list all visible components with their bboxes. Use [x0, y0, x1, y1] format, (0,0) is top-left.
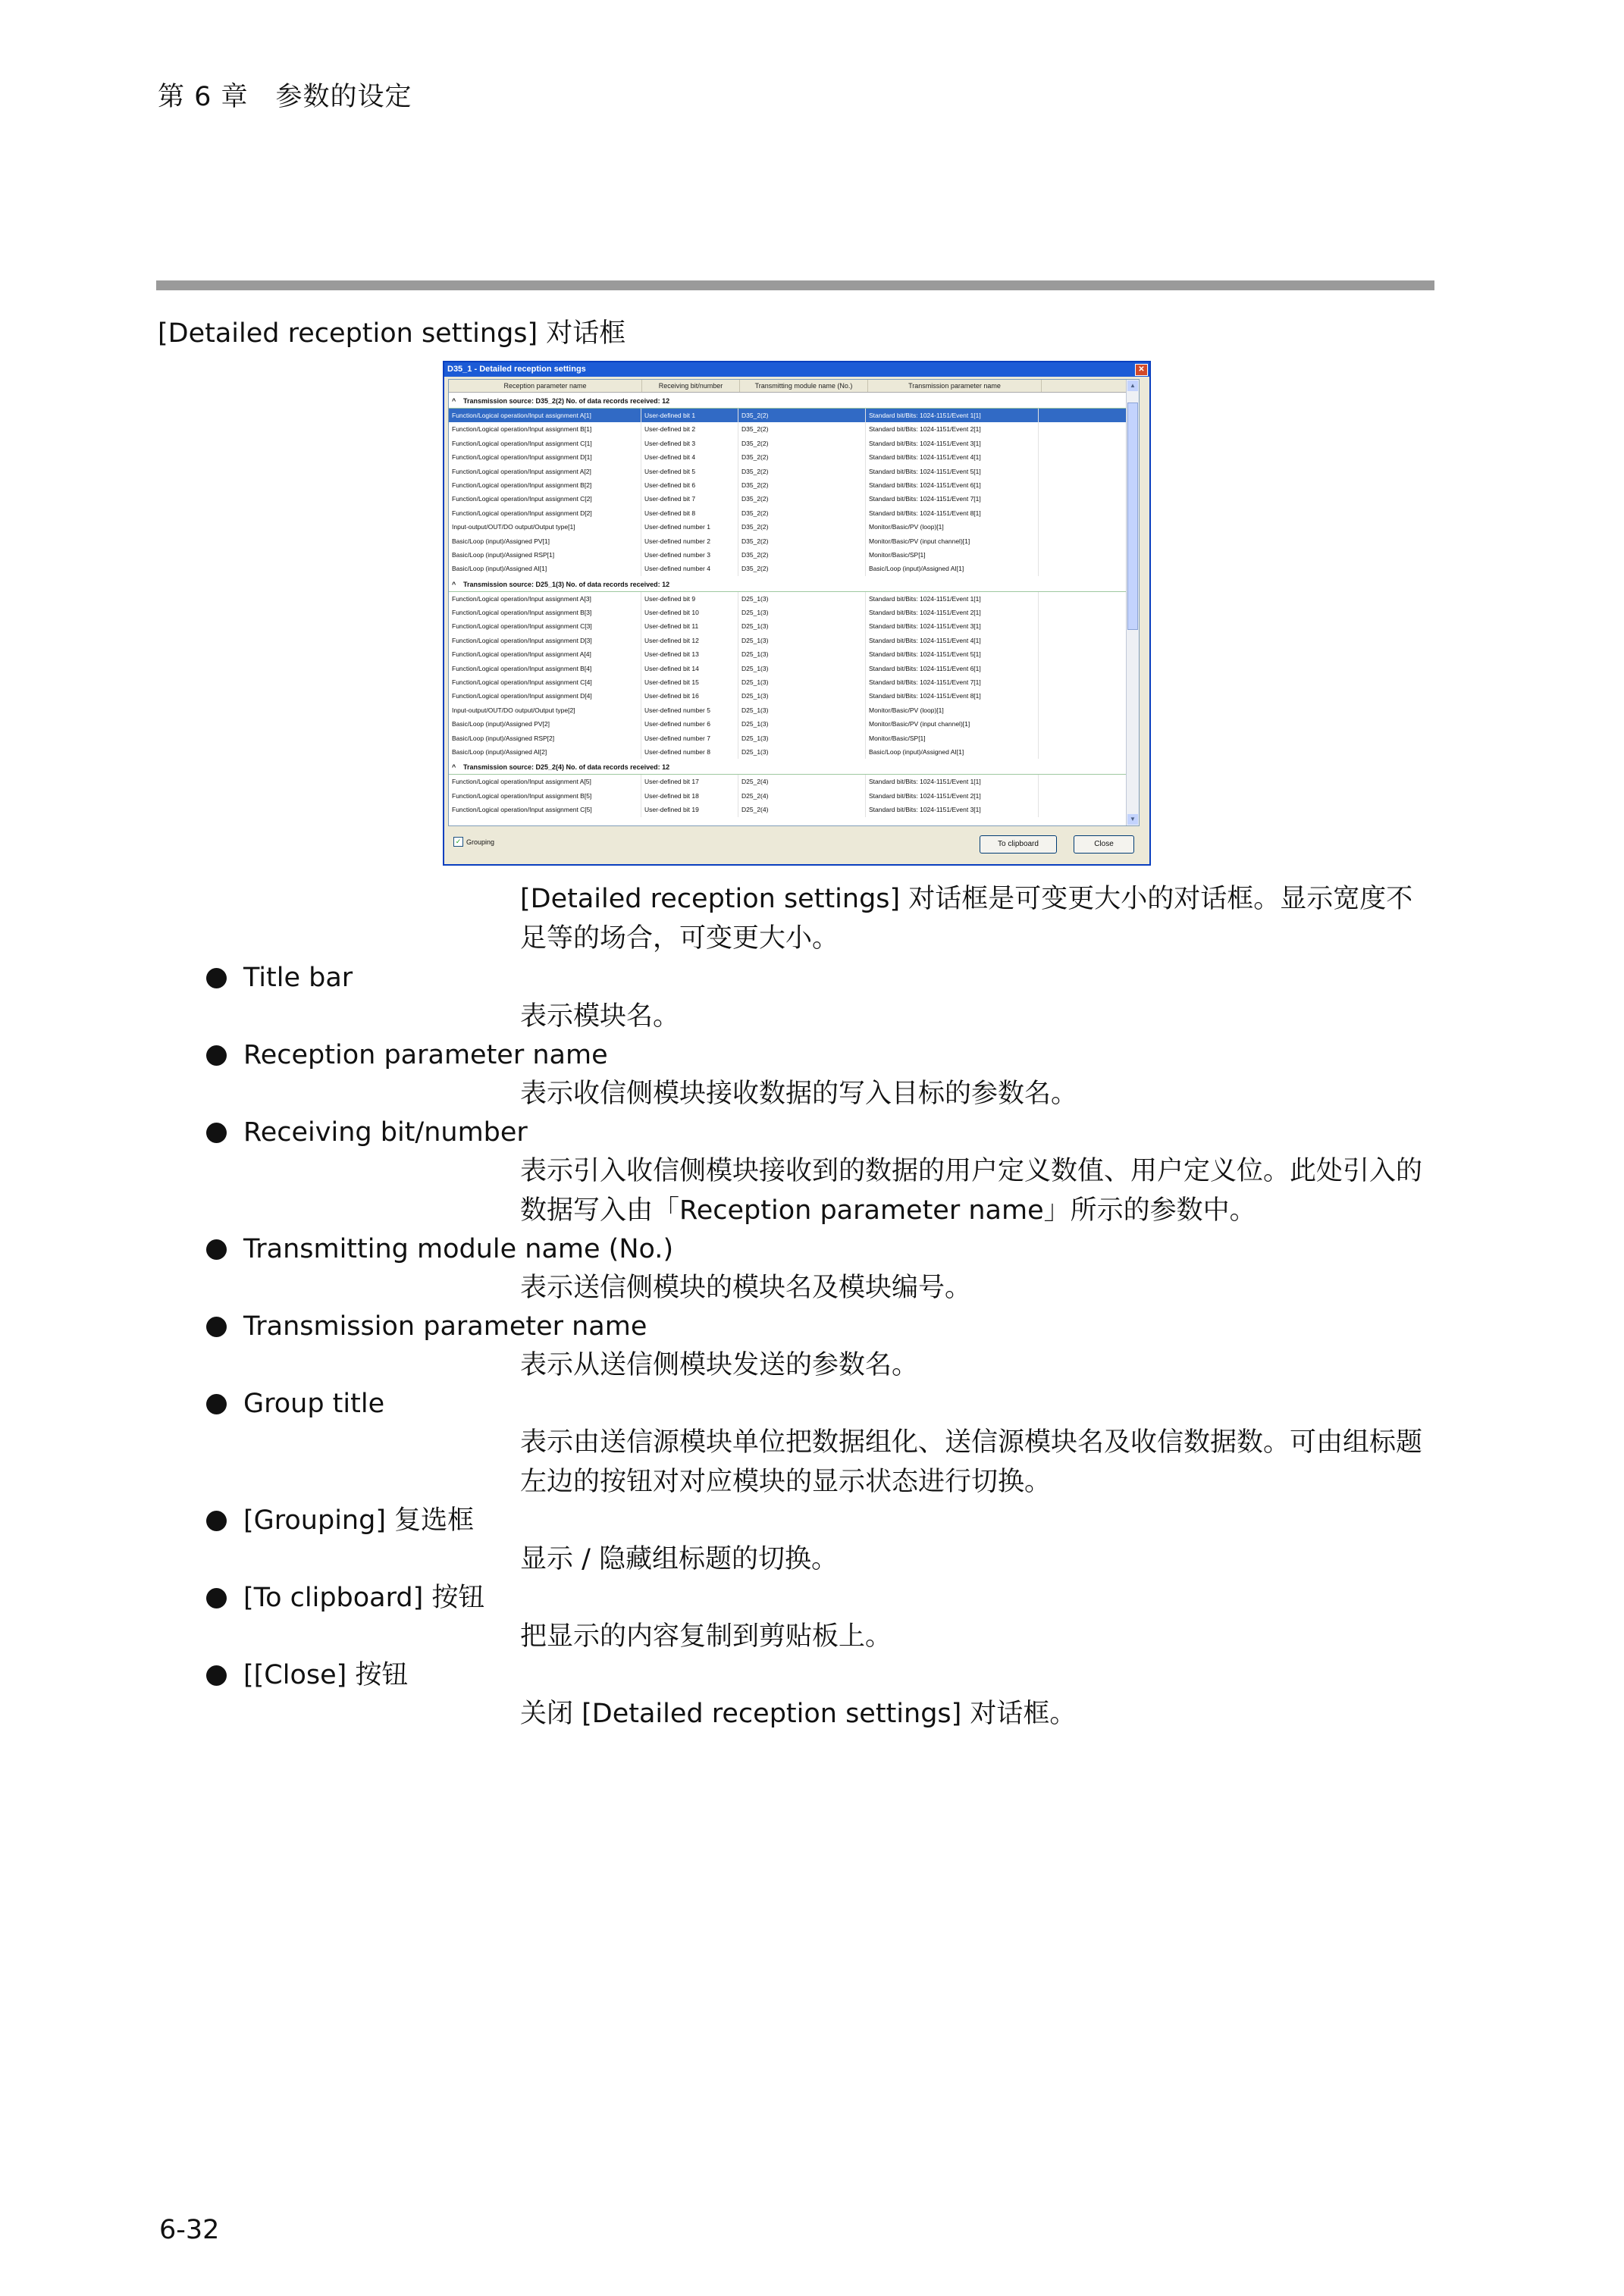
table-cell: User-defined bit 8: [641, 506, 738, 520]
table-cell: User-defined number 2: [641, 534, 738, 548]
table-cell: Function/Logical operation/Input assignment B[2]: [449, 478, 641, 492]
item-term-text: [[Close] 按钮: [243, 1660, 409, 1690]
table-row[interactable]: [449, 548, 1139, 562]
group: [449, 578, 1139, 760]
table-row[interactable]: [449, 689, 1139, 703]
table-cell: D25_1(3): [738, 731, 866, 745]
bullet-icon: [206, 1588, 227, 1608]
page-number: 6-32: [159, 2215, 220, 2245]
table-cell: D25_1(3): [738, 647, 866, 661]
table-cell: User-defined number 1: [641, 520, 738, 534]
table-cell: Standard bit/Bits: 1024-1151/Event 2[1]: [866, 606, 1039, 619]
table-cell: User-defined bit 4: [641, 450, 738, 464]
table-cell: Standard bit/Bits: 1024-1151/Event 2[1]: [866, 789, 1039, 803]
table-cell: User-defined number 5: [641, 703, 738, 717]
table-cell: User-defined bit 6: [641, 478, 738, 492]
item-term-text: Reception parameter name: [243, 1040, 608, 1070]
table-cell: Basic/Loop (input)/Assigned AI[1]: [866, 745, 1039, 759]
table-cell: User-defined number 7: [641, 731, 738, 745]
vertical-scrollbar[interactable]: [1126, 380, 1139, 825]
item-description: 显示 / 隐藏组标题的切换。: [520, 1544, 839, 1574]
table-cell: User-defined number 3: [641, 548, 738, 562]
grid-body: [449, 394, 1139, 817]
table-cell: D35_2(2): [738, 506, 866, 520]
table-row[interactable]: [449, 606, 1139, 619]
table-cell: D25_1(3): [738, 606, 866, 619]
table-row[interactable]: [449, 450, 1139, 464]
grid-header: [449, 380, 1139, 393]
table-cell: D35_2(2): [738, 534, 866, 548]
table-cell: User-defined bit 18: [641, 789, 738, 803]
dialog-title: D35_1 - Detailed reception settings: [447, 365, 586, 374]
table-cell: User-defined bit 2: [641, 422, 738, 436]
table-cell: Function/Logical operation/Input assignment C[3]: [449, 619, 641, 633]
group-title-text: Transmission source: D25_1(3) No. of data records received: 12: [463, 580, 670, 588]
bullet-icon: [206, 1394, 227, 1414]
item-description: 把显示的内容复制到剪贴板上。: [520, 1621, 892, 1652]
item-term-text: Transmitting module name (No.): [243, 1234, 674, 1264]
bullet-icon: [206, 1239, 227, 1260]
table-cell: Function/Logical operation/Input assignment C[5]: [449, 803, 641, 816]
table-row[interactable]: [449, 662, 1139, 675]
table-cell: User-defined bit 3: [641, 437, 738, 450]
group-title-text: Transmission source: D25_2(4) No. of data records received: 12: [463, 763, 670, 772]
table-cell: D25_1(3): [738, 592, 866, 606]
table-row[interactable]: [449, 619, 1139, 633]
close-button[interactable]: Close: [1074, 835, 1134, 854]
grouping-checkbox[interactable]: [453, 837, 494, 847]
detailed-reception-dialog: [443, 361, 1151, 866]
table-cell: User-defined bit 9: [641, 592, 738, 606]
table-cell: Standard bit/Bits: 1024-1151/Event 3[1]: [866, 803, 1039, 816]
table-cell: User-defined bit 17: [641, 775, 738, 788]
dialog-footer: [453, 832, 1140, 855]
table-cell: Basic/Loop (input)/Assigned AI[1]: [866, 562, 1039, 575]
table-row[interactable]: [449, 703, 1139, 717]
table-cell: Standard bit/Bits: 1024-1151/Event 7[1]: [866, 492, 1039, 506]
item-term-text: Transmission parameter name: [243, 1311, 647, 1342]
scroll-thumb[interactable]: [1127, 403, 1138, 630]
table-cell: D35_2(2): [738, 437, 866, 450]
table-cell: User-defined bit 7: [641, 492, 738, 506]
collapse-toggle-icon[interactable]: ^: [452, 580, 456, 588]
table-row[interactable]: [449, 717, 1139, 731]
table-row[interactable]: [449, 731, 1139, 745]
grouping-label: Grouping: [466, 838, 495, 846]
table-cell: Basic/Loop (input)/Assigned RSP[1]: [449, 548, 641, 562]
table-cell: User-defined bit 13: [641, 647, 738, 661]
item-term: [206, 1578, 484, 1618]
table-row[interactable]: [449, 409, 1139, 422]
item-description: 表示送信侧模块的模块名及模块编号。: [520, 1273, 972, 1303]
table-cell: User-defined bit 11: [641, 619, 738, 633]
table-row[interactable]: [449, 775, 1139, 788]
table-row[interactable]: [449, 492, 1139, 506]
table-cell: Standard bit/Bits: 1024-1151/Event 1[1]: [866, 409, 1039, 422]
bullet-icon: [206, 1665, 227, 1686]
table-cell: Function/Logical operation/Input assignment A[5]: [449, 775, 641, 788]
table-cell: Function/Logical operation/Input assignment B[5]: [449, 789, 641, 803]
table-row[interactable]: [449, 562, 1139, 575]
column-header[interactable]: Receiving bit/number: [642, 380, 740, 392]
table-cell: Basic/Loop (input)/Assigned AI[2]: [449, 745, 641, 759]
table-cell: Monitor/Basic/PV (input channel)[1]: [866, 717, 1039, 731]
table-cell: Function/Logical operation/Input assignment D[4]: [449, 689, 641, 703]
group-title-text: Transmission source: D35_2(2) No. of data records received: 12: [463, 397, 670, 405]
table-cell: D35_2(2): [738, 562, 866, 575]
table-cell: D25_1(3): [738, 745, 866, 759]
table-cell: User-defined bit 12: [641, 634, 738, 647]
bullet-icon: [206, 968, 227, 988]
bullet-icon: [206, 1045, 227, 1066]
table-cell: Function/Logical operation/Input assignment B[3]: [449, 606, 641, 619]
table-cell: D25_1(3): [738, 634, 866, 647]
bullet-icon: [206, 1123, 227, 1143]
reception-grid[interactable]: [448, 379, 1140, 826]
table-cell: Standard bit/Bits: 1024-1151/Event 4[1]: [866, 634, 1039, 647]
table-cell: User-defined number 8: [641, 745, 738, 759]
table-cell: D35_2(2): [738, 492, 866, 506]
table-row[interactable]: [449, 592, 1139, 606]
table-row[interactable]: [449, 422, 1139, 436]
item-description: 关闭 [Detailed reception settings] 对话框。: [520, 1699, 1077, 1729]
table-cell: Standard bit/Bits: 1024-1151/Event 6[1]: [866, 478, 1039, 492]
table-cell: D35_2(2): [738, 548, 866, 562]
table-cell: D35_2(2): [738, 450, 866, 464]
item-description: 表示从送信侧模块发送的参数名。: [520, 1350, 919, 1380]
table-row[interactable]: [449, 803, 1139, 816]
item-term: [206, 1384, 384, 1424]
table-cell: Standard bit/Bits: 1024-1151/Event 4[1]: [866, 450, 1039, 464]
table-cell: User-defined bit 14: [641, 662, 738, 675]
intro-paragraph: [Detailed reception settings] 对话框是可变更大小的对话框。显示宽度不足等的场合，可变更大小。: [520, 884, 1413, 954]
table-row[interactable]: [449, 675, 1139, 689]
column-header[interactable]: Transmission parameter name: [868, 380, 1042, 392]
item-term: [206, 1655, 408, 1695]
table-cell: Standard bit/Bits: 1024-1151/Event 1[1]: [866, 592, 1039, 606]
table-cell: D25_1(3): [738, 689, 866, 703]
table-row[interactable]: [449, 745, 1139, 759]
item-description: 表示收信侧模块接收数据的写入目标的参数名。: [520, 1079, 1078, 1109]
item-description: 表示由送信源模块单位把数据组化、送信源模块名及收信数据数。可由组标题左边的按钮对对应模块的显示状态进行切换。: [520, 1427, 1423, 1497]
column-header[interactable]: Reception parameter name: [449, 380, 642, 392]
table-cell: Basic/Loop (input)/Assigned RSP[2]: [449, 731, 641, 745]
table-cell: D35_2(2): [738, 422, 866, 436]
table-cell: Function/Logical operation/Input assignment C[2]: [449, 492, 641, 506]
section-rule: [156, 280, 1434, 290]
table-row[interactable]: [449, 634, 1139, 647]
dialog-title-bar: [444, 362, 1149, 377]
table-row[interactable]: [449, 478, 1139, 492]
column-header[interactable]: Transmitting module name (No.): [740, 380, 868, 392]
table-cell: D25_1(3): [738, 619, 866, 633]
figure-caption: [Detailed reception settings] 对话框: [158, 318, 626, 349]
table-cell: D25_2(4): [738, 789, 866, 803]
to-clipboard-button[interactable]: To clipboard: [980, 835, 1057, 854]
table-cell: Standard bit/Bits: 1024-1151/Event 3[1]: [866, 619, 1039, 633]
table-cell: Function/Logical operation/Input assignment A[4]: [449, 647, 641, 661]
table-cell: D25_2(4): [738, 775, 866, 788]
table-cell: Input-output/OUT/DO output/Output type[2]: [449, 703, 641, 717]
item-term: [206, 1113, 528, 1152]
table-cell: D35_2(2): [738, 478, 866, 492]
close-icon[interactable]: ✕: [1135, 364, 1148, 376]
table-cell: Standard bit/Bits: 1024-1151/Event 8[1]: [866, 689, 1039, 703]
table-cell: D25_1(3): [738, 675, 866, 689]
scroll-down-icon[interactable]: ▼: [1127, 814, 1138, 825]
table-cell: Function/Logical operation/Input assignment A[3]: [449, 592, 641, 606]
bullet-icon: [206, 1317, 227, 1337]
collapse-toggle-icon[interactable]: ^: [452, 763, 456, 772]
table-cell: Standard bit/Bits: 1024-1151/Event 6[1]: [866, 662, 1039, 675]
table-cell: Input-output/OUT/DO output/Output type[1]: [449, 520, 641, 534]
table-row[interactable]: [449, 534, 1139, 548]
table-cell: D25_2(4): [738, 803, 866, 816]
item-description: 表示模块名。: [520, 1001, 680, 1032]
table-cell: Monitor/Basic/PV (loop)[1]: [866, 520, 1039, 534]
chapter-header: 第 6 章 参数的设定: [158, 82, 412, 112]
table-cell: User-defined bit 5: [641, 465, 738, 478]
item-term-text: Title bar: [243, 963, 353, 993]
table-cell: D25_1(3): [738, 662, 866, 675]
group-title: [449, 578, 1139, 592]
table-cell: Function/Logical operation/Input assignment D[1]: [449, 450, 641, 464]
table-cell: User-defined bit 1: [641, 409, 738, 422]
table-cell: Function/Logical operation/Input assignment D[2]: [449, 506, 641, 520]
item-term-text: Receiving bit/number: [243, 1117, 528, 1148]
table-row[interactable]: [449, 520, 1139, 534]
item-term: [206, 1035, 608, 1075]
table-cell: Monitor/Basic/SP[1]: [866, 731, 1039, 745]
table-cell: Monitor/Basic/PV (loop)[1]: [866, 703, 1039, 717]
group-title: [449, 394, 1139, 409]
table-cell: Standard bit/Bits: 1024-1151/Event 5[1]: [866, 647, 1039, 661]
table-row[interactable]: [449, 437, 1139, 450]
scroll-up-icon[interactable]: ▲: [1127, 381, 1138, 391]
table-row[interactable]: [449, 506, 1139, 520]
table-cell: Standard bit/Bits: 1024-1151/Event 8[1]: [866, 506, 1039, 520]
item-term: [206, 1501, 474, 1540]
table-cell: Monitor/Basic/SP[1]: [866, 548, 1039, 562]
table-cell: User-defined number 6: [641, 717, 738, 731]
item-term-text: Group title: [243, 1389, 385, 1419]
table-row[interactable]: [449, 789, 1139, 803]
table-cell: Monitor/Basic/PV (input channel)[1]: [866, 534, 1039, 548]
table-cell: Basic/Loop (input)/Assigned PV[1]: [449, 534, 641, 548]
table-cell: User-defined bit 15: [641, 675, 738, 689]
group-title: [449, 760, 1139, 775]
table-cell: Basic/Loop (input)/Assigned PV[2]: [449, 717, 641, 731]
table-cell: Basic/Loop (input)/Assigned AI[1]: [449, 562, 641, 575]
table-cell: D25_1(3): [738, 717, 866, 731]
item-term: [206, 1229, 673, 1269]
table-cell: Standard bit/Bits: 1024-1151/Event 1[1]: [866, 775, 1039, 788]
table-cell: Function/Logical operation/Input assignment A[1]: [449, 409, 641, 422]
checkbox-check-icon[interactable]: ✓: [453, 837, 463, 847]
table-row[interactable]: [449, 647, 1139, 661]
table-cell: User-defined bit 16: [641, 689, 738, 703]
group: [449, 394, 1139, 576]
table-cell: Standard bit/Bits: 1024-1151/Event 7[1]: [866, 675, 1039, 689]
item-description: 表示引入收信侧模块接收到的数据的用户定义数值、用户定义位。此处引入的数据写入由「Reception parameter name」所示的参数中。: [520, 1156, 1423, 1226]
table-cell: Function/Logical operation/Input assignment B[1]: [449, 422, 641, 436]
table-cell: Function/Logical operation/Input assignment A[2]: [449, 465, 641, 478]
collapse-toggle-icon[interactable]: ^: [452, 397, 456, 405]
table-cell: Standard bit/Bits: 1024-1151/Event 3[1]: [866, 437, 1039, 450]
item-term: [206, 1307, 647, 1346]
table-cell: D35_2(2): [738, 520, 866, 534]
table-cell: User-defined number 4: [641, 562, 738, 575]
table-cell: Function/Logical operation/Input assignment D[3]: [449, 634, 641, 647]
table-cell: Function/Logical operation/Input assignment C[1]: [449, 437, 641, 450]
table-cell: D35_2(2): [738, 409, 866, 422]
table-cell: User-defined bit 19: [641, 803, 738, 816]
table-cell: D25_1(3): [738, 703, 866, 717]
table-cell: Function/Logical operation/Input assignment B[4]: [449, 662, 641, 675]
item-term-text: [To clipboard] 按钮: [243, 1583, 485, 1613]
item-term-text: [Grouping] 复选框: [243, 1505, 475, 1536]
table-cell: User-defined bit 10: [641, 606, 738, 619]
table-row[interactable]: [449, 465, 1139, 478]
table-cell: Function/Logical operation/Input assignment C[4]: [449, 675, 641, 689]
table-cell: Standard bit/Bits: 1024-1151/Event 2[1]: [866, 422, 1039, 436]
bullet-icon: [206, 1511, 227, 1531]
group: [449, 760, 1139, 816]
item-term: [206, 958, 353, 998]
table-cell: D35_2(2): [738, 465, 866, 478]
table-cell: Standard bit/Bits: 1024-1151/Event 5[1]: [866, 465, 1039, 478]
